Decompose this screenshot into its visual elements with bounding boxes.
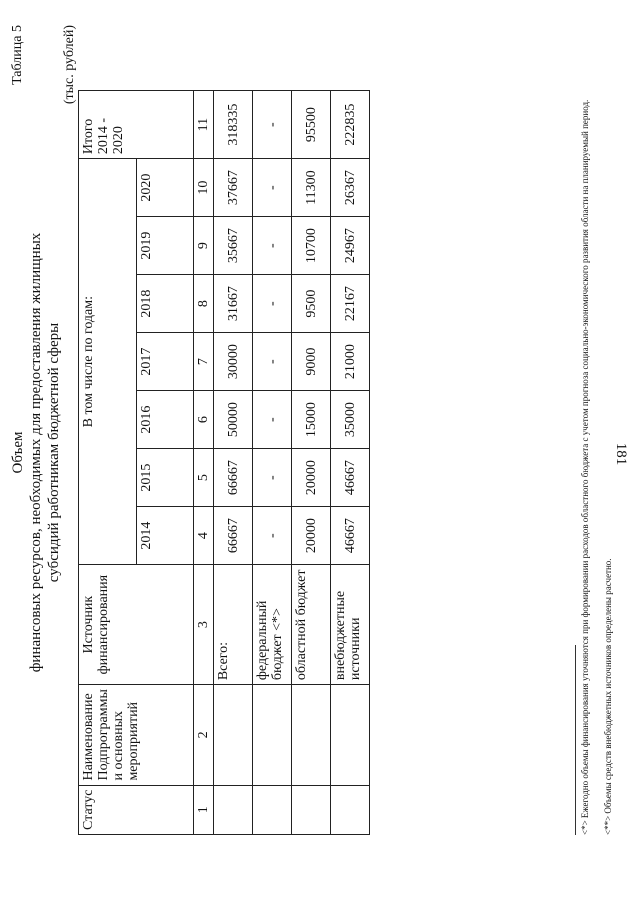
header-year: 2020 <box>136 159 194 217</box>
col-number: 7 <box>194 333 214 391</box>
header-status: Статус <box>79 785 194 834</box>
value-cell: - <box>253 333 292 391</box>
value-cell: - <box>253 159 292 217</box>
value-cell: 46667 <box>331 449 370 507</box>
source-cell: федеральный бюджет <*> <box>253 565 292 685</box>
source-cell: Всего: <box>214 565 253 685</box>
name-cell <box>331 685 370 785</box>
value-cell: 11300 <box>292 159 331 217</box>
col-number: 11 <box>194 91 214 159</box>
value-cell: - <box>253 391 292 449</box>
table-row <box>214 91 253 835</box>
header-source: Источник финансирования <box>79 565 194 685</box>
source-cell: областной бюджет <box>292 565 331 685</box>
name-cell <box>253 685 292 785</box>
table-row <box>331 91 370 835</box>
total-cell: - <box>253 91 292 159</box>
value-cell: 66667 <box>214 507 253 565</box>
header-year: 2014 <box>136 507 194 565</box>
table-row <box>292 91 331 835</box>
title-line-3: субсидий работникам бюджетной сферы <box>46 322 62 583</box>
header-year: 2018 <box>136 275 194 333</box>
value-cell: 9500 <box>292 275 331 333</box>
value-cell: 31667 <box>214 275 253 333</box>
title-line-2: финансовых ресурсов, необходимых для предоставления жилищных <box>28 232 44 673</box>
header-name: Наименование Подпрограммы и основных мероприятий <box>79 685 194 785</box>
footnote-1: <*> Ежегодно объемы финансирования уточняются при формировании расходов областного бюджета с учетом прогноза социально-экономического развития области на планируемый период. <box>580 99 590 835</box>
col-number: 1 <box>194 785 214 834</box>
footnote-divider <box>575 645 576 835</box>
value-cell: 9000 <box>292 333 331 391</box>
value-cell: 46667 <box>331 507 370 565</box>
header-year: 2015 <box>136 449 194 507</box>
value-cell: 20000 <box>292 507 331 565</box>
value-cell: 35000 <box>331 391 370 449</box>
total-cell: 95500 <box>292 91 331 159</box>
col-number: 9 <box>194 217 214 275</box>
value-cell: 35667 <box>214 217 253 275</box>
total-cell: 318335 <box>214 91 253 159</box>
value-cell: - <box>253 275 292 333</box>
header-year: 2019 <box>136 217 194 275</box>
page-number: 181 <box>613 442 629 466</box>
col-number: 3 <box>194 565 214 685</box>
header-row-1 <box>79 91 137 835</box>
column-number-row <box>194 91 214 835</box>
col-number: 2 <box>194 685 214 785</box>
col-number: 5 <box>194 449 214 507</box>
units-label: (тыс. рублей) <box>62 25 77 105</box>
status-cell <box>292 785 331 834</box>
status-cell <box>253 785 292 834</box>
value-cell: 30000 <box>214 333 253 391</box>
col-number: 8 <box>194 275 214 333</box>
value-cell: 21000 <box>331 333 370 391</box>
value-cell: 66667 <box>214 449 253 507</box>
header-by-years: В том числе по годам: <box>79 159 137 565</box>
title-line-1: Объем <box>10 431 26 474</box>
name-cell <box>292 685 331 785</box>
value-cell: 26367 <box>331 159 370 217</box>
value-cell: 20000 <box>292 449 331 507</box>
header-year: 2017 <box>136 333 194 391</box>
value-cell: 22167 <box>331 275 370 333</box>
col-number: 6 <box>194 391 214 449</box>
value-cell: 24967 <box>331 217 370 275</box>
status-cell <box>214 785 253 834</box>
status-cell <box>331 785 370 834</box>
value-cell: 50000 <box>214 391 253 449</box>
value-cell: - <box>253 449 292 507</box>
value-cell: 10700 <box>292 217 331 275</box>
footnote-2: <**> Объемы средств внебюджетных источников определены расчетно. <box>603 558 613 835</box>
value-cell: - <box>253 217 292 275</box>
header-year: 2016 <box>136 391 194 449</box>
col-number: 4 <box>194 507 214 565</box>
value-cell: - <box>253 507 292 565</box>
value-cell: 15000 <box>292 391 331 449</box>
source-cell: внебюджетные источники <box>331 565 370 685</box>
table-label: Таблица 5 <box>10 25 25 85</box>
header-total: Итого 2014 - 2020 <box>79 91 194 159</box>
value-cell: 37667 <box>214 159 253 217</box>
financing-table <box>78 90 370 835</box>
name-cell <box>214 685 253 785</box>
table-row <box>253 91 292 835</box>
col-number: 10 <box>194 159 214 217</box>
total-cell: 222835 <box>331 91 370 159</box>
